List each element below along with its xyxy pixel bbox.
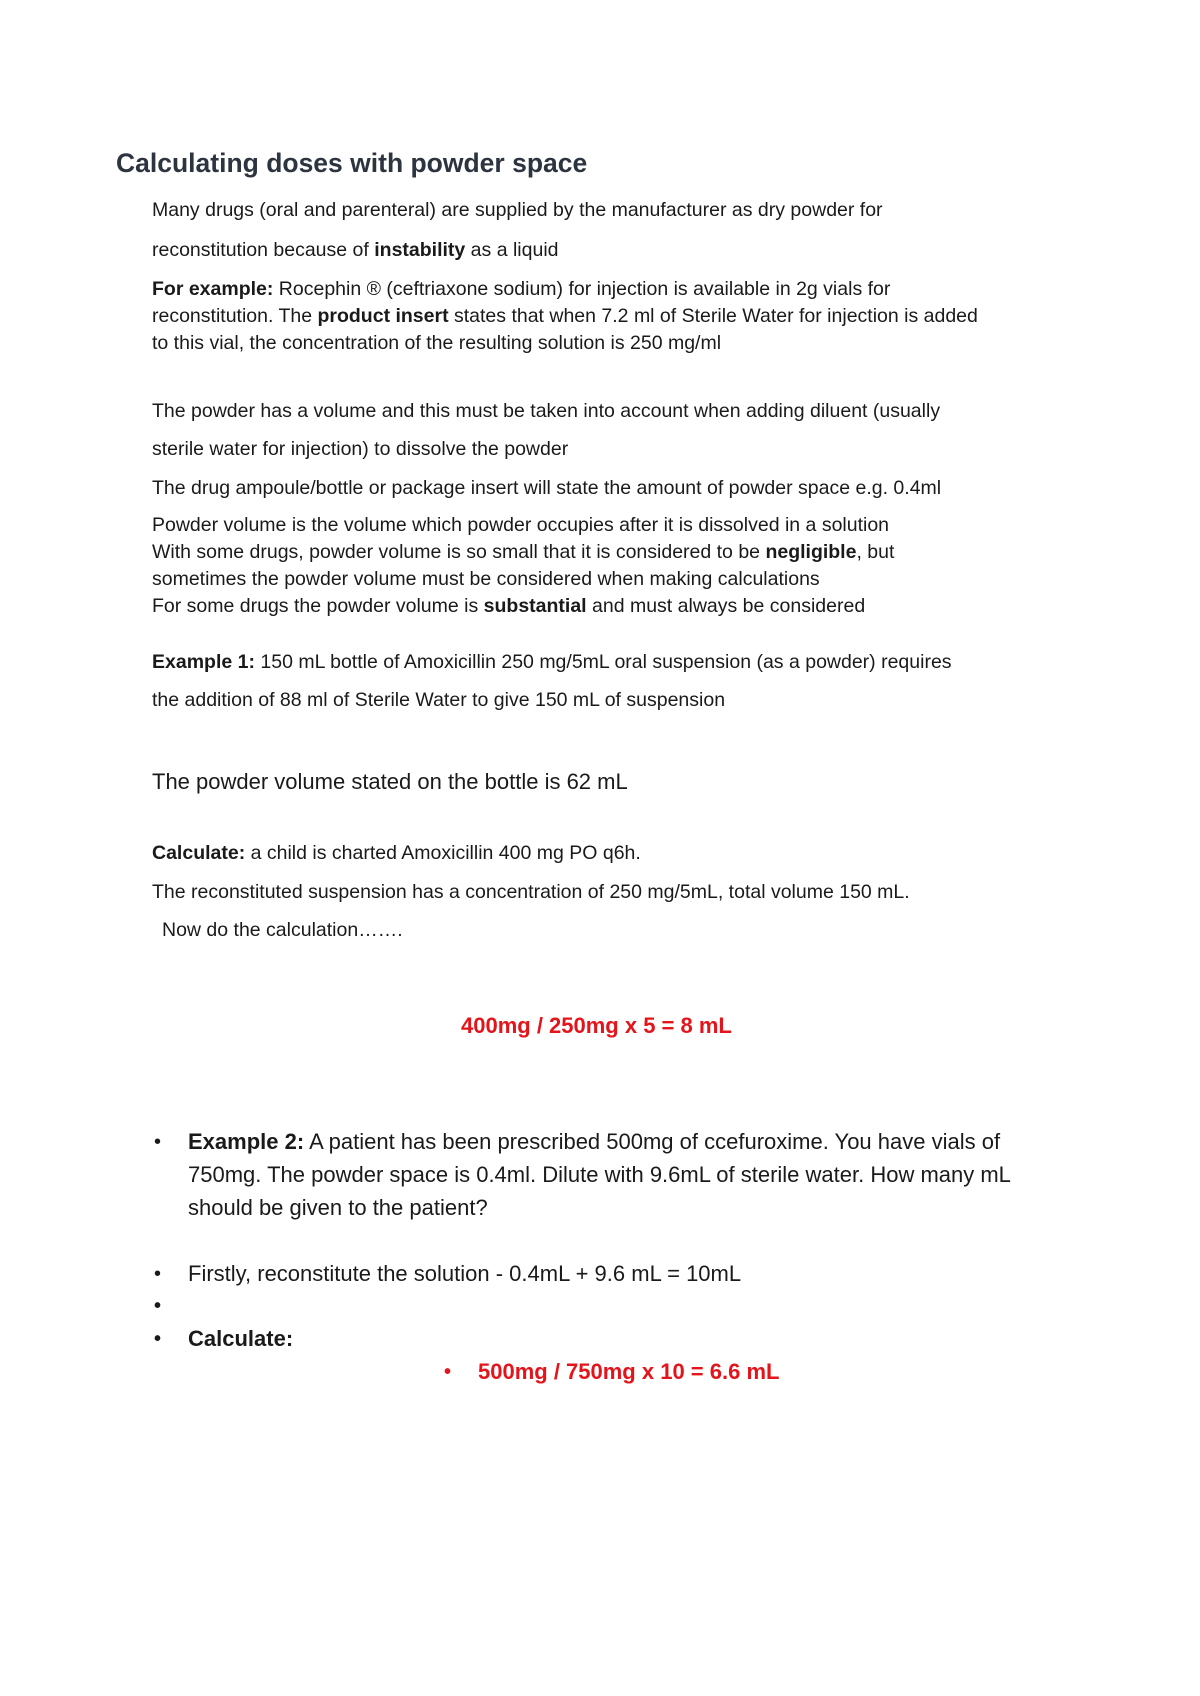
powder-paragraph-1-line-1: The powder has a volume and this must be taken into account when adding diluent (usually	[152, 400, 941, 422]
bullet-marker: •	[154, 1131, 162, 1153]
emphasis-negligible: negligible	[765, 541, 857, 563]
powder-volume-definition: Powder volume is the volume which powder occupies after it is dissolved in a solution	[152, 514, 890, 536]
now-do-calculation: Now do the calculation…….	[162, 919, 403, 941]
example2-line-2: 750mg. The powder space is 0.4ml. Dilute with 9.6mL of sterile water. How many mL	[188, 1162, 1011, 1187]
emphasis-substantial: substantial	[483, 595, 587, 617]
powder-space-statement: The drug ampoule/bottle or package insert will state the amount of powder space e.g. 0.4ml	[152, 477, 942, 499]
example2-label: Example 2:	[188, 1129, 305, 1154]
example1-label: Example 1:	[152, 651, 255, 673]
example-line-2: reconstitution. The product insert states that when 7.2 ml of Sterile Water for injection is added	[152, 305, 978, 327]
powder-considered-line: sometimes the powder volume must be considered when making calculations	[152, 568, 820, 590]
page-title: Calculating doses with powder space	[116, 148, 588, 178]
emphasis-instability: instability	[374, 239, 466, 261]
example1-answer: 400mg / 250mg x 5 = 8 mL	[461, 1013, 732, 1038]
example2-line-1: Example 2: A patient has been prescribed 500mg of ccefuroxime. You have vials of	[188, 1129, 1001, 1154]
powder-paragraph-1-line-2: sterile water for injection) to dissolve the powder	[152, 438, 569, 460]
example1-line-1: Example 1: 150 mL bottle of Amoxicillin 250 mg/5mL oral suspension (as a powder) requires	[152, 651, 952, 673]
reconstitute-step: Firstly, reconstitute the solution - 0.4mL + 9.6 mL = 10mL	[188, 1261, 742, 1286]
intro-line-2: reconstitution because of instability as a liquid	[152, 239, 559, 261]
powder-negligible-line: With some drugs, powder volume is so small that it is considered to be negligible, but	[152, 541, 895, 563]
example-line-3: to this vial, the concentration of the resulting solution is 250 mg/ml	[152, 332, 722, 354]
calculate-line: Calculate: a child is charted Amoxicillin 400 mg PO q6h.	[152, 842, 641, 864]
bullet-marker: •	[154, 1295, 162, 1317]
bullet-marker: •	[154, 1328, 162, 1350]
example-line-1: For example: Rocephin ® (ceftriaxone sodium) for injection is available in 2g vials for	[152, 278, 891, 300]
powder-volume-stated: The powder volume stated on the bottle is 62 mL	[152, 769, 628, 794]
example-label: For example:	[152, 278, 274, 300]
powder-substantial-line: For some drugs the powder volume is substantial and must always be considered	[152, 595, 866, 617]
calculate-label: Calculate:	[152, 842, 246, 864]
reconstituted-line: The reconstituted suspension has a concentration of 250 mg/5mL, total volume 150 mL.	[152, 881, 910, 903]
emphasis-product-insert: product insert	[317, 305, 449, 327]
example1-line-2: the addition of 88 ml of Sterile Water to give 150 mL of suspension	[152, 689, 726, 711]
intro-line-1: Many drugs (oral and parenteral) are supplied by the manufacturer as dry powder for	[152, 199, 883, 221]
example2-answer: 500mg / 750mg x 10 = 6.6 mL	[478, 1359, 780, 1384]
example2-calculate-label: Calculate:	[188, 1326, 294, 1351]
example2-line-3: should be given to the patient?	[188, 1195, 488, 1220]
bullet-marker: •	[154, 1263, 162, 1285]
bullet-marker: •	[444, 1361, 452, 1383]
